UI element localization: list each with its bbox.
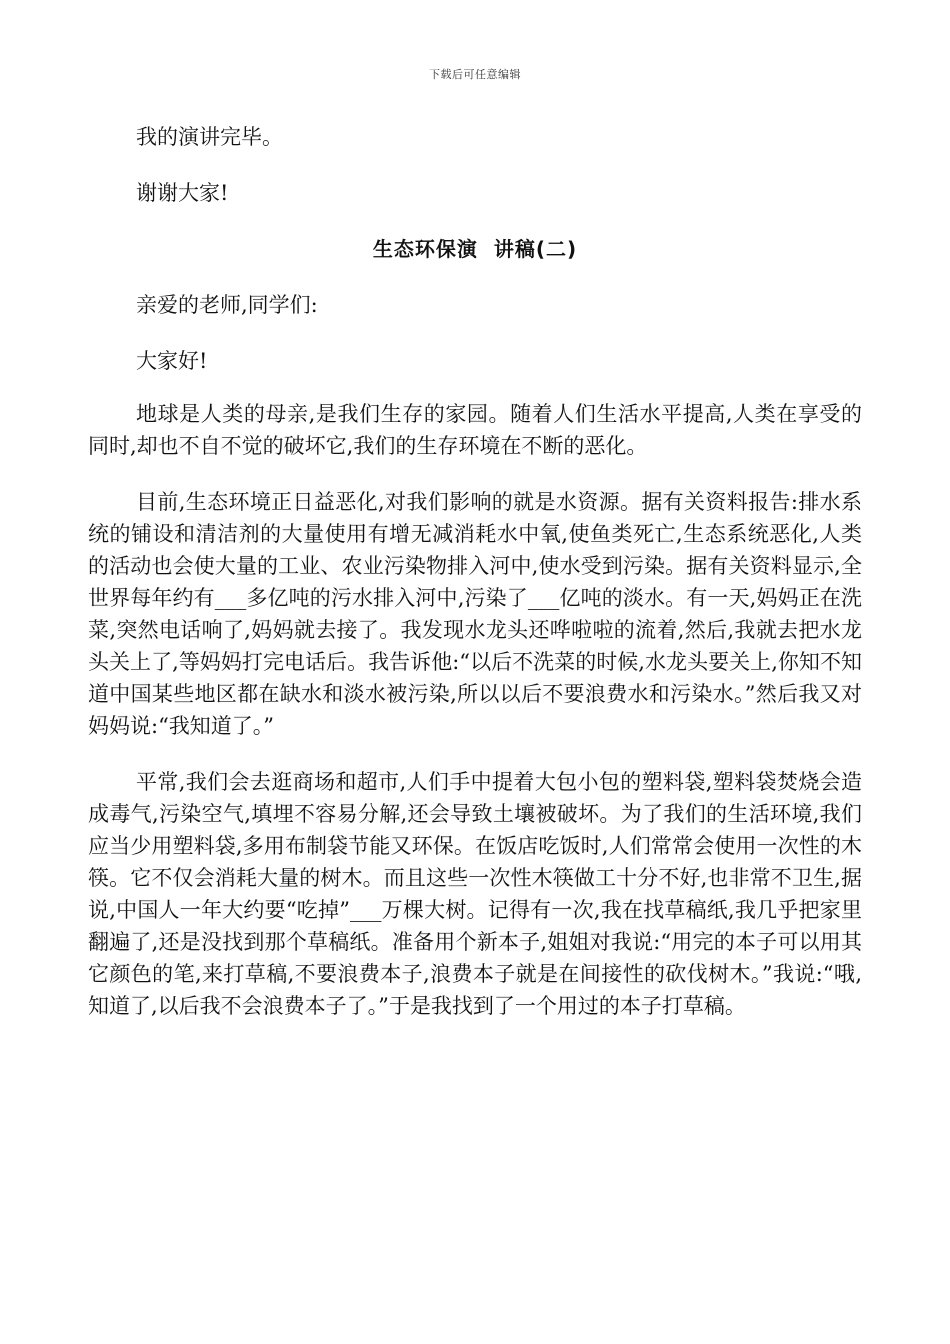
document-title: 生态环保演 讲稿(二) (372, 237, 578, 261)
salutation: 亲爱的老师,同学们: (136, 293, 318, 317)
closing-line: 谢谢大家! (136, 181, 229, 205)
header-note: 下载后可任意编辑 (429, 68, 521, 81)
closing-line: 我的演讲完毕。 (136, 125, 283, 149)
greeting: 大家好! (136, 349, 208, 373)
paragraph: 地球是人类的母亲,是我们生存的家园。随着人们生活水平提高,人类在享受的同时,却也不自不觉的破坏它,我们的生存环境在不断的恶化。 (88, 402, 862, 458)
paragraph: 平常,我们会去逛商场和超市,人们手中提着大包小包的塑料袋,塑料袋焚烧会造成毒气,污染空气,填埋不容易分解,还会导致土壤被破坏。为了我们的生活环境,我们应当少用塑料袋,多用布制袋节能又环保。在饭店吃饭时,人们常常会使用一次性的木筷。它不仅会消耗大量的树木。而且这些一次性木筷做工十分不好,也非常不卫生,据说,中国人一年大约要“吃掉”___万棵大树。记得有一次,我在找草稿纸,我几乎把家里翻遍了,还是没找到那个草稿纸。准备用个新本子,姐姐对我说:“用完的本子可以用其它颜色的笔,来打草稿,不要浪费本子,浪费本子就是在间接性的砍伐树木。”我说:“哦,知道了,以后我不会浪费本子了。”于是我找到了一个用过的本子打草稿。 (88, 770, 862, 1018)
paragraph: 目前,生态环境正日益恶化,对我们影响的就是水资源。据有关资料报告:排水系统的铺设和清洁剂的大量使用有增无减消耗水中氧,使鱼类死亡,生态系统恶化,人类的活动也会使大量的工业、农业污染物排入河中,使水受到污染。据有关资料显示,全世界每年约有___多亿吨的污水排入河中,污染了___亿吨的淡水。有一天,妈妈正在洗菜,突然电话响了,妈妈就去接了。我发现水龙头还哗啦啦的流着,然后,我就去把水龙头关上了,等妈妈打完电话后。我告诉他:“以后不洗菜的时候,水龙头要关上,你知不知道中国某些地区都在缺水和淡水被污染,所以以后不要浪费水和污染水。”然后我又对妈妈说:“我知道了。” (88, 490, 862, 738)
document-body (88, 118, 862, 1046)
